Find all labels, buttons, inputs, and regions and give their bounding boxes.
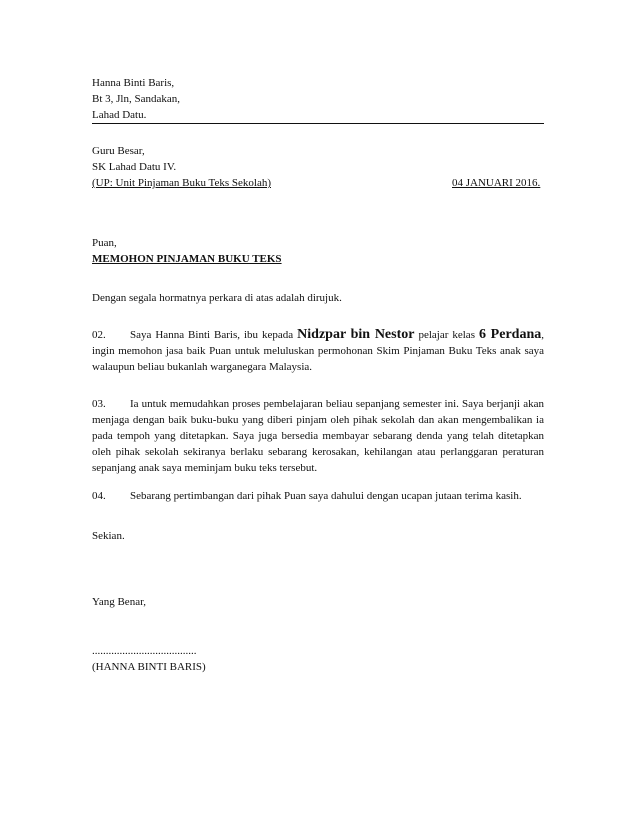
recipient-attention: (UP: Unit Pinjaman Buku Teks Sekolah): [92, 177, 271, 189]
paragraph-03-text: Ia untuk memudahkan proses pembelajaran beliau sepanjang semester ini. Saya berjanji akan menjaga dengan baik buku-buku yang diberi pinjam oleh pihak sekolah dan akan mengembalikan ia pada tempoh yang ditetapkan. Saya juga bersedia membayar sebarang denda yang telah ditetapkan oleh pihak sekolah sekiranya berlaku sebarang kerosakan, kehilangan atau perlanggaran peraturan sepanjang anak saya meminjam buku teks tersebut.: [92, 398, 544, 474]
salutation: Puan,: [92, 237, 117, 249]
paragraph-04-text: Sebarang pertimbangan dari pihak Puan saya dahului dengan ucapan jutaan terima kasih.: [130, 490, 522, 502]
opening-sentence: Dengan segala hormatnya perkara di atas adalah dirujuk.: [92, 292, 342, 304]
sender-address-line-2: Lahad Datu.: [92, 109, 147, 121]
student-name: Nidzpar bin Nestor: [297, 327, 415, 342]
recipient-school: SK Lahad Datu IV.: [92, 161, 177, 173]
subject-heading: MEMOHON PINJAMAN BUKU TEKS: [92, 253, 282, 265]
paragraph-02-text-c: , ingin memohon jasa baik Puan untuk meluluskan permohonan Skim Pinjaman Buku Teks anak saya walaupun beliau bukanlah warganegara Malaysia.: [92, 329, 544, 373]
paragraph-04-number: 04.: [92, 490, 106, 502]
recipient-title: Guru Besar,: [92, 145, 145, 157]
paragraph-02-number: 02.: [92, 329, 106, 341]
signature-name: (HANNA BINTI BARIS): [92, 661, 206, 673]
paragraph-03-number: 03.: [92, 398, 106, 410]
signature-line: ......................................: [92, 645, 197, 657]
sender-name: Hanna Binti Baris,: [92, 77, 175, 89]
paragraph-04: [92, 488, 544, 504]
sender-address-line-1: Bt 3, Jln, Sandakan,: [92, 93, 180, 105]
paragraph-02-text-b: pelajar kelas: [414, 329, 479, 341]
student-class: 6 Perdana: [478, 327, 542, 342]
paragraph-02-text-a: Saya Hanna Binti Baris, ibu kepada: [130, 329, 298, 341]
paragraph-03: [92, 396, 544, 476]
closing: Sekian.: [92, 530, 125, 542]
paragraph-02: [92, 327, 544, 375]
header-divider: [92, 123, 544, 124]
signoff: Yang Benar,: [92, 596, 147, 608]
letter-date: 04 JANUARI 2016.: [452, 177, 541, 189]
